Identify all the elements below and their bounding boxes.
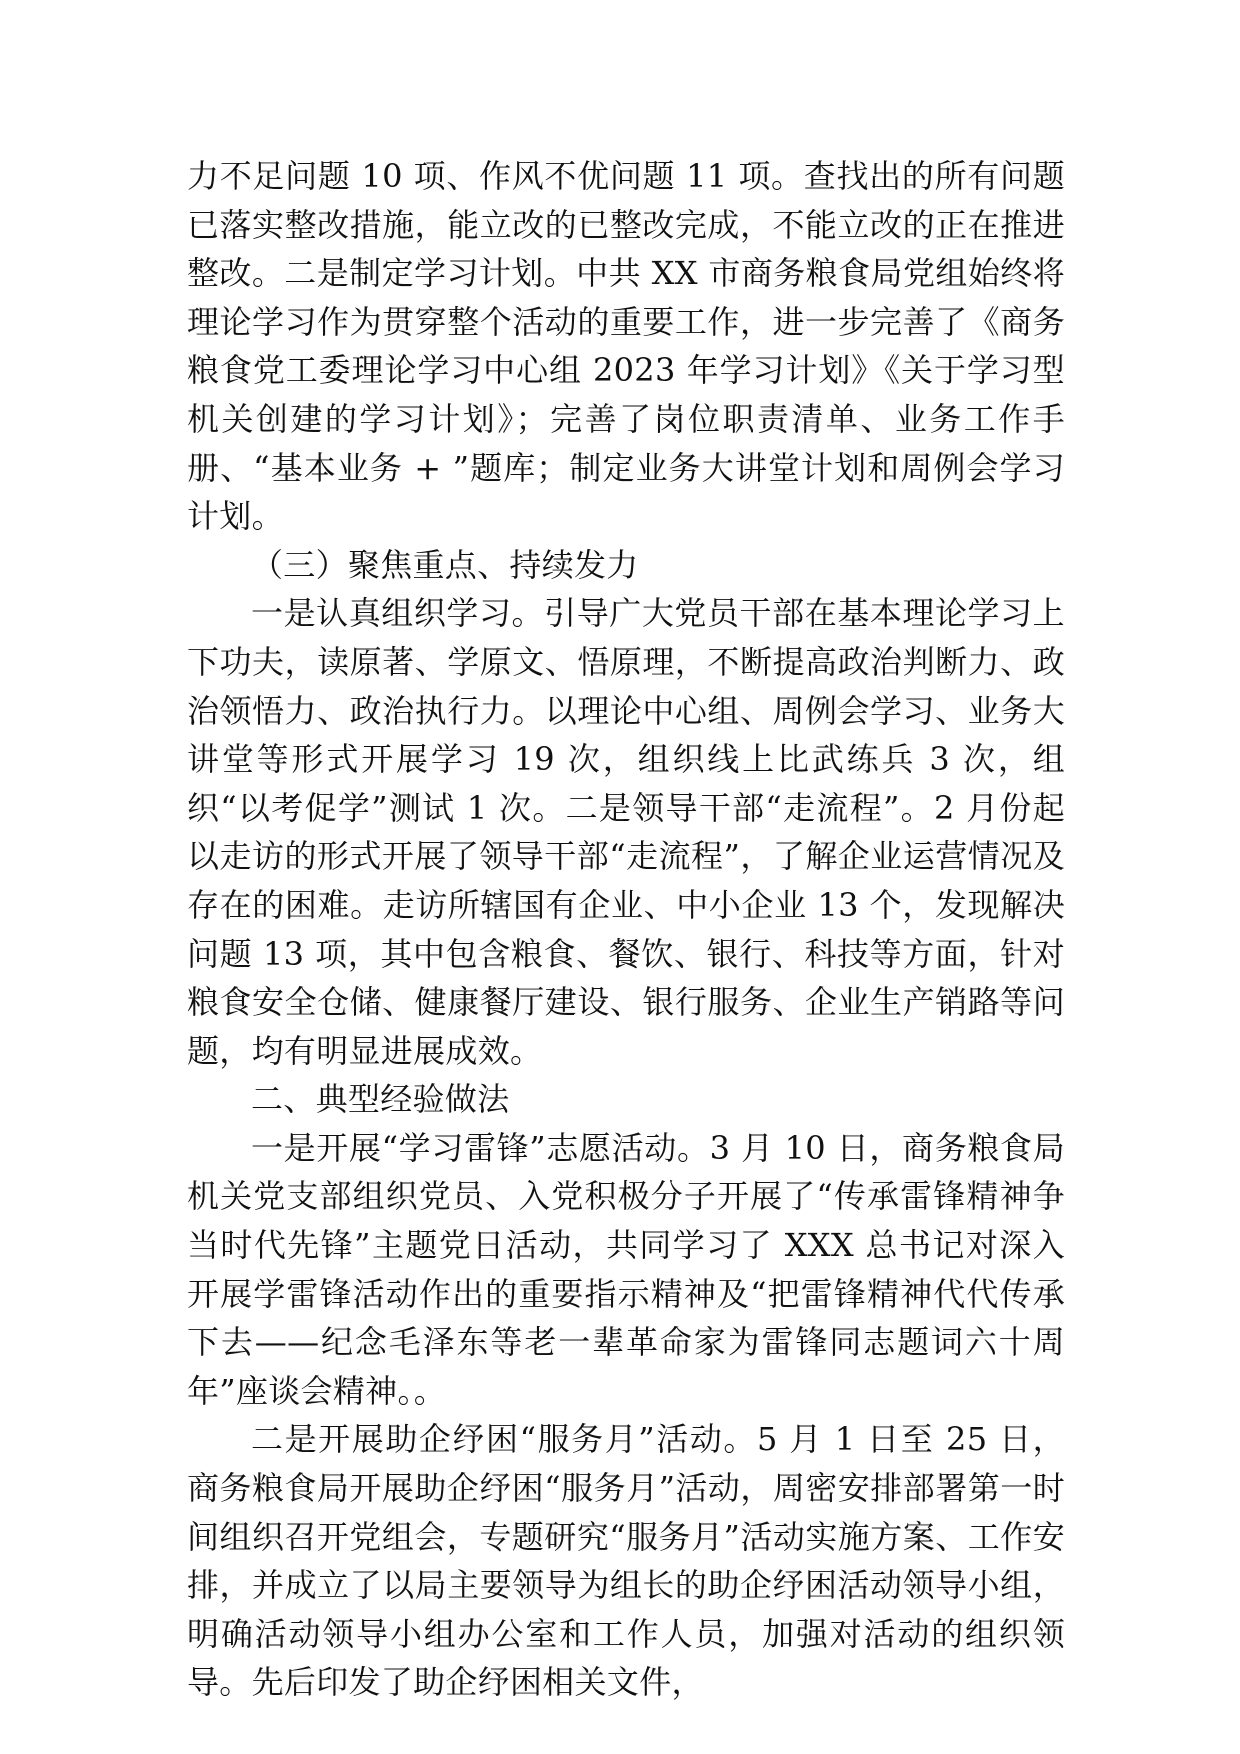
section-heading-focus: （三）聚焦重点、持续发力 bbox=[251, 545, 639, 584]
paragraph-service-month: 二是开展助企纾困“服务月”活动。5 月 1 日至 25 日，商务粮食局开展助企纾困“服务月”活动，周密安排部署第一时间组织召开党组会，专题研究“服务月”活动实施方案、工作安排，并成立了以局主要领导为组长的助企纾困活动领导小组，明确活动领导小组办公室和工作人员，加强对活动的组织领导。先后印发了助企纾困相关文件， bbox=[187, 1420, 1065, 1702]
paragraph-organize-study: 一是认真组织学习。引导广大党员干部在基本理论学习上下功夫，读原著、学原文、悟原理，不断提高政治判断力、政治领悟力、政治执行力。以理论中心组、周例会学习、业务大讲堂等形式开展学习 19 次，组织线上比武练兵 3 次，组织“以考促学”测试 1 次。二是领导干部“走流程”。2 月份起以走访的形式开展了领导干部“走流程”，了解企业运营情况及存在的困难。走访所辖国有企业、中小企业 13 个，发现解决问题 13 项，其中包含粮食、餐饮、银行、科技等方面，针对粮食安全仓储、健康餐厅建设、银行服务、企业生产销路等问题，均有明显进展成效。 bbox=[187, 594, 1065, 1070]
document-body bbox=[187, 152, 1065, 1707]
paragraph-learn-from-lei-feng: 一是开展“学习雷锋”志愿活动。3 月 10 日，商务粮食局机关党支部组织党员、入党积极分子开展了“传承雷锋精神争当时代先锋”主题党日活动，共同学习了 XXX 总书记对深入开展学雷锋活动作出的重要指示精神及“把雷锋精神代代传承下去——纪念毛泽东等老一辈革命家为雷锋同志题词六十周年”座谈会精神。。 bbox=[187, 1128, 1065, 1410]
section-heading-typical-experience: 二、典型经验做法 bbox=[251, 1080, 510, 1119]
paragraph-rectification-and-study-plan: 力不足问题 10 项、作风不优问题 11 项。查找出的所有问题已落实整改措施，能立改的已整改完成，不能立改的正在推进整改。二是制定学习计划。中共 XX 市商务粮食局党组始终将理论学习作为贯穿整个活动的重要工作，进一步完善了《商务粮食党工委理论学习中心组 2023 年学习计划》《关于学习型机关创建的学习计划》；完善了岗位职责清单、业务工作手册、“基本业务 + ”题库；制定业务大讲堂计划和周例会学习计划。 bbox=[187, 157, 1065, 536]
